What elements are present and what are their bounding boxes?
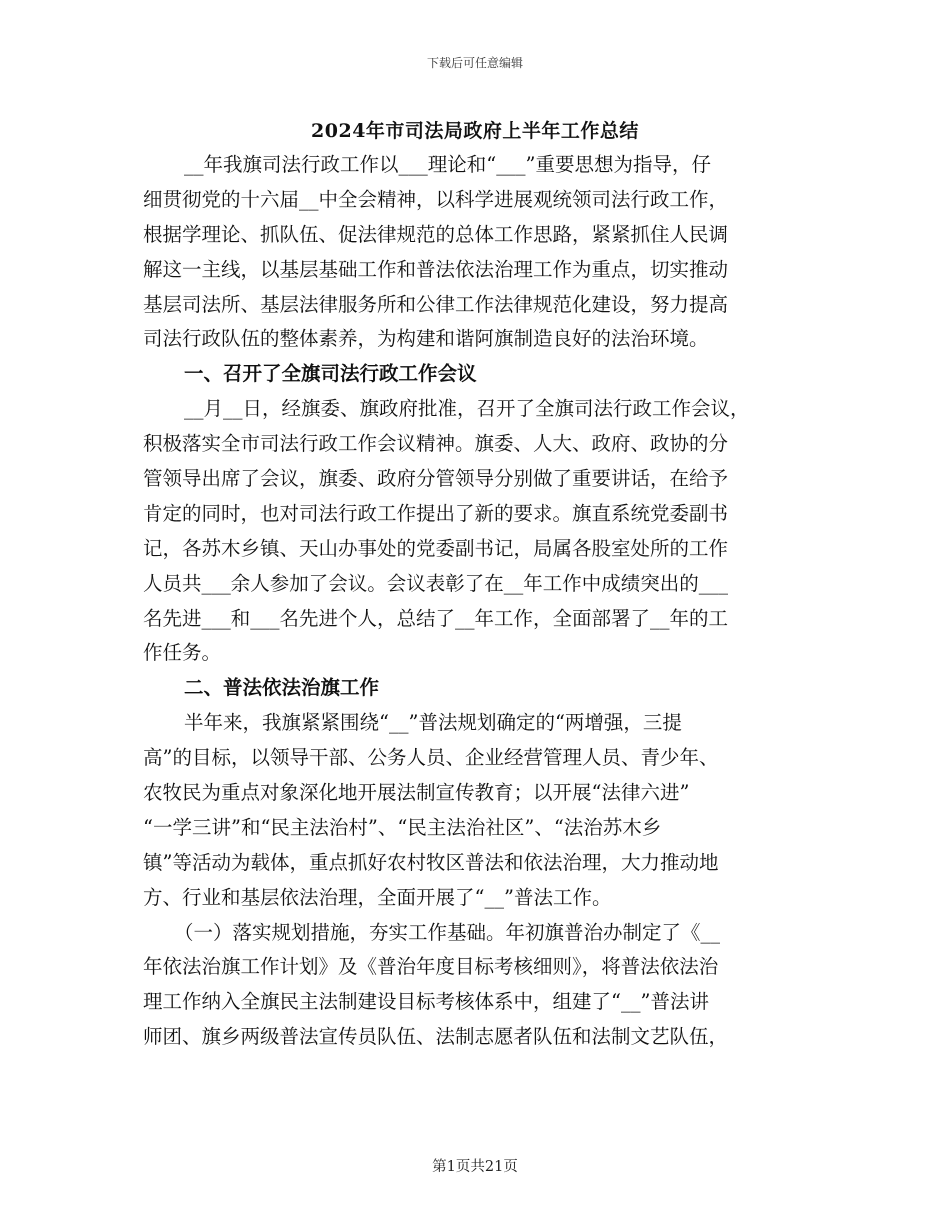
paragraph-line: __月__日，经旗委、旗政府批准，召开了全旗司法行政工作会议， xyxy=(184,397,750,421)
paragraph-line: 根据学理论、抓队伍、促法律规范的总体工作思路，紧紧抓住人民调 xyxy=(143,222,729,246)
paragraph-line: 管领导出席了会议，旗委、政府分管领导分别做了重要讲话，在给予 xyxy=(143,467,729,491)
paragraph-line: 师团、旗乡两级普法宣传员队伍、法制志愿者队伍和法制文艺队伍， xyxy=(143,1025,729,1049)
paragraph-line: “一学三讲”和“民主法治村”、“民主法治社区”、“法治苏木乡 xyxy=(143,815,662,839)
paragraph-line: 细贯彻党的十六届__中全会精神，以科学进展观统领司法行政工作， xyxy=(143,187,729,211)
paragraph-line: 肯定的同时，也对司法行政工作提出了新的要求。旗直系统党委副书 xyxy=(143,501,729,525)
section-heading: 一、召开了全旗司法行政工作会议 xyxy=(184,362,477,386)
paragraph-line: 解这一主线，以基层基础工作和普法依法治理工作为重点，切实推动 xyxy=(143,257,729,281)
paragraph-line: 高”的目标，以领导干部、公务人员、企业经营管理人员、青少年、 xyxy=(143,746,719,770)
paragraph-line: 人员共___余人参加了会议。会议表彰了在__年工作中成绩突出的___ xyxy=(143,571,729,595)
paragraph-line: __年我旗司法行政工作以___理论和“___”重要思想为指导，仔 xyxy=(184,153,711,176)
section-heading: 二、普法依法治旗工作 xyxy=(184,676,380,700)
paragraph-line: 名先进___和___名先进个人，总结了__年工作，全面部署了__年的工 xyxy=(143,606,729,630)
document-title: 2024年市司法局政府上半年工作总结 xyxy=(311,120,639,142)
paragraph-line: 年依法治旗工作计划》及《普治年度目标考核细则》，将普法依法治 xyxy=(143,955,719,979)
page-footer: 第1页共21页 xyxy=(432,1159,518,1175)
paragraph-line: 方、行业和基层依法治理，全面开展了“__”普法工作。 xyxy=(143,885,612,909)
paragraph-line: 作任务。 xyxy=(143,641,222,665)
paragraph-line: 农牧民为重点对象深化地开展法制宣传教育；以开展“法律六进” xyxy=(143,781,690,805)
paragraph-line: 基层司法所、基层法律服务所和公律工作法律规范化建设，努力提高 xyxy=(143,292,729,316)
subsection-line: （一）落实规划措施，夯实工作基础。年初旗普治办制定了《__ xyxy=(174,920,721,944)
header-note: 下载后可任意编辑 xyxy=(426,56,523,70)
paragraph-line: 理工作纳入全旗民主法制建设目标考核体系中，组建了“__”普法讲 xyxy=(143,990,709,1014)
paragraph-line: 半年来，我旗紧紧围绕“__”普法规划确定的“两增强，三提 xyxy=(184,711,682,735)
paragraph-line: 司法行政队伍的整体素养，为构建和谐阿旗制造良好的法治环境。 xyxy=(143,327,709,351)
paragraph-line: 记，各苏木乡镇、天山办事处的党委副书记，局属各股室处所的工作 xyxy=(143,536,729,560)
document-body xyxy=(143,148,809,1055)
paragraph-line: 积极落实全市司法行政工作会议精神。旗委、人大、政府、政协的分 xyxy=(143,432,729,456)
paragraph-line: 镇”等活动为载体，重点抓好农村牧区普法和依法治理，大力推动地 xyxy=(143,850,719,874)
